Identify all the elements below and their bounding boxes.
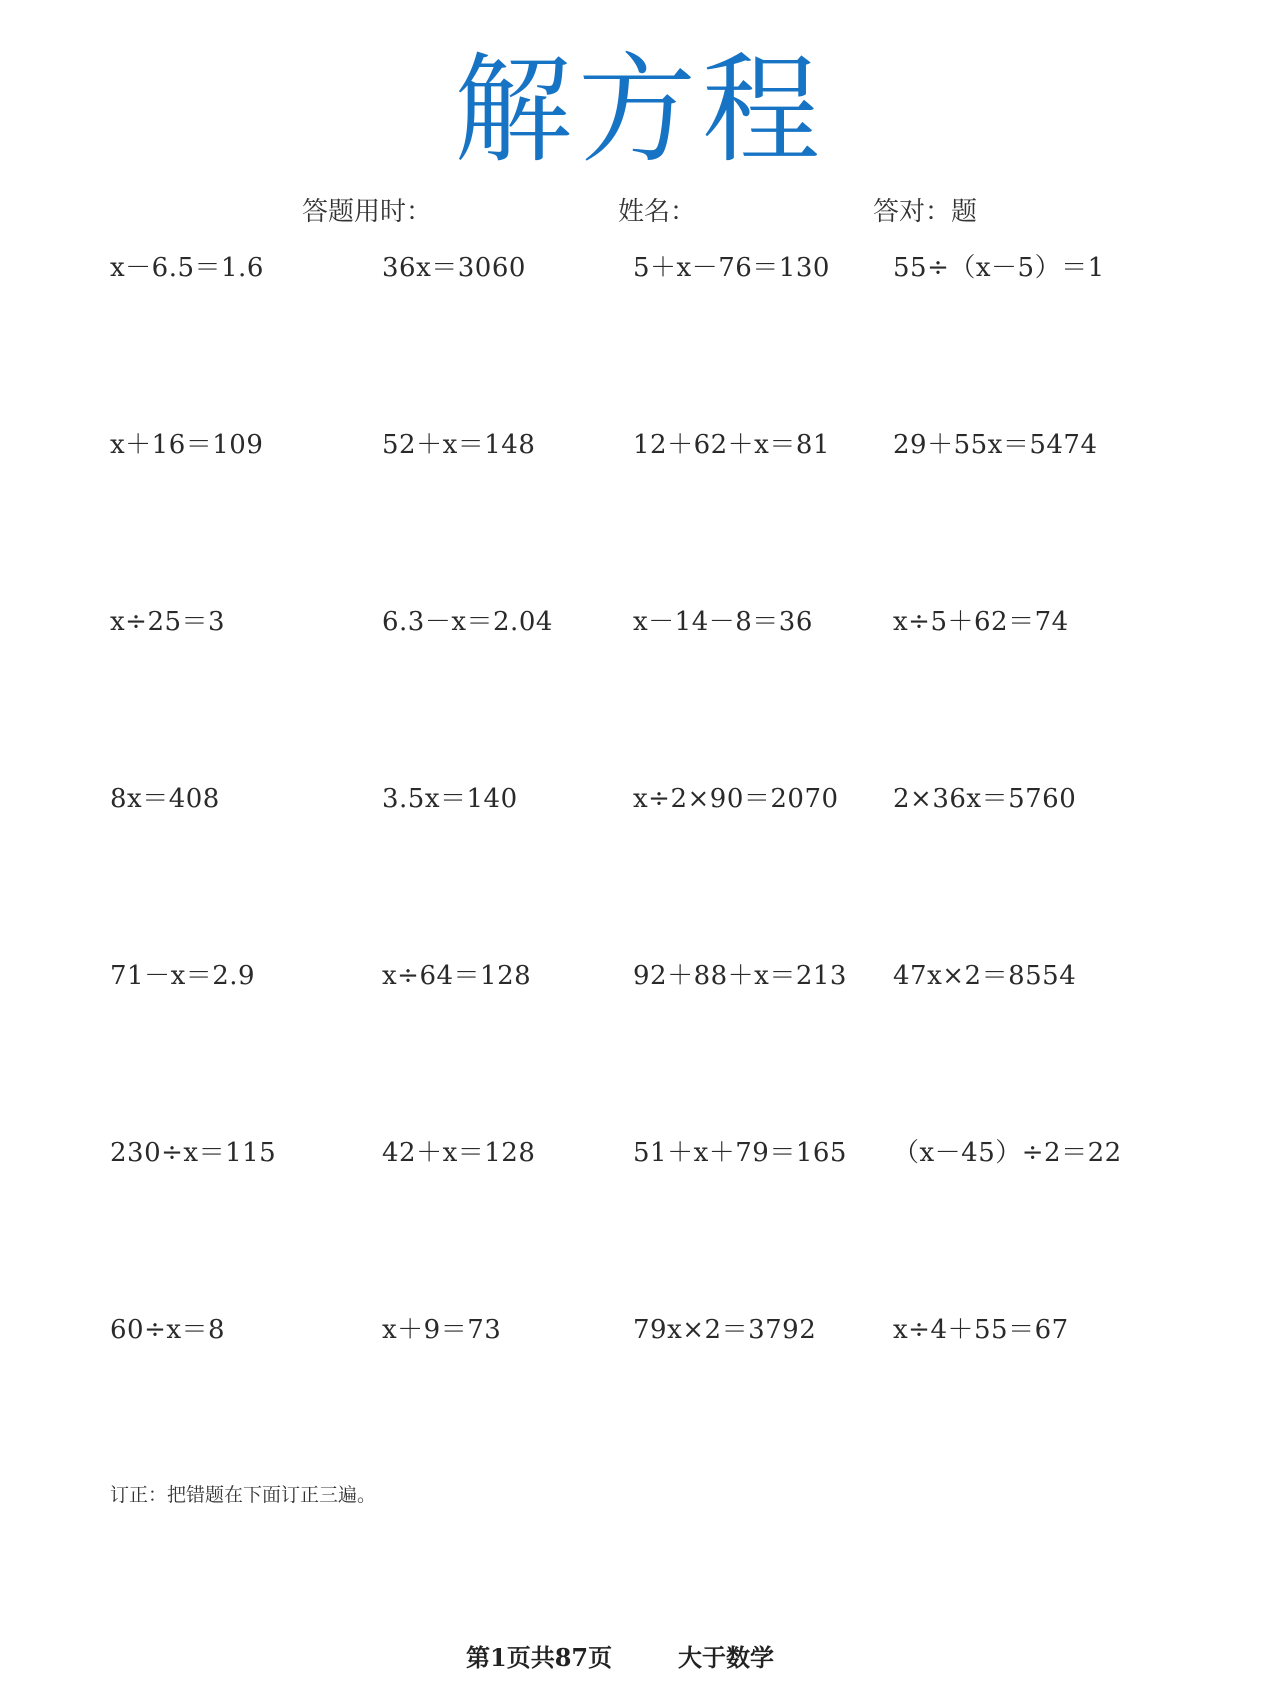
equation-item: x÷5＋62＝74 — [893, 607, 1069, 637]
page-title: 解方程 — [453, 41, 826, 179]
correction-note: 订正：把错题在下面订正三遍。 — [110, 1484, 377, 1506]
equation-item: x÷4＋55＝67 — [893, 1315, 1069, 1345]
equation-item: 29＋55x＝5474 — [893, 430, 1098, 460]
equation-item: 12＋62＋x＝81 — [633, 430, 830, 460]
page-number: 第1页共87页 — [466, 1643, 613, 1672]
equation-item: x＋16＝109 — [110, 430, 264, 460]
equation-item: 8x＝408 — [110, 784, 220, 814]
correct-count-label: 答对：题 — [873, 197, 978, 227]
brand-name: 大于数学 — [678, 1643, 774, 1672]
equation-item: 3.5x＝140 — [382, 784, 518, 814]
equation-item: 79x×2＝3792 — [633, 1315, 817, 1345]
equation-item: （x－45）÷2＝22 — [893, 1138, 1122, 1168]
equation-item: 51＋x＋79＝165 — [633, 1138, 847, 1168]
equation-item: 92＋88＋x＝213 — [633, 961, 847, 991]
equation-item: 71－x＝2.9 — [110, 961, 256, 991]
equation-item: x÷25＝3 — [110, 607, 226, 637]
answer-time-label: 答题用时： — [302, 197, 433, 227]
equation-item: 55÷（x－5）＝1 — [893, 253, 1105, 283]
equation-item: x＋9＝73 — [382, 1315, 502, 1345]
equation-item: 5＋x－76＝130 — [633, 253, 830, 283]
equation-item: 60÷x＝8 — [110, 1315, 226, 1345]
equation-item: 47x×2＝8554 — [893, 961, 1077, 991]
equation-item: 36x＝3060 — [382, 253, 526, 283]
equation-item: 2×36x＝5760 — [893, 784, 1077, 814]
equation-item: 42＋x＝128 — [382, 1138, 536, 1168]
equation-item: x－6.5＝1.6 — [110, 253, 264, 283]
equation-item: 52＋x＝148 — [382, 430, 536, 460]
equation-item: x÷2×90＝2070 — [633, 784, 839, 814]
equation-item: x－14－8＝36 — [633, 607, 813, 637]
equation-item: 6.3－x＝2.04 — [382, 607, 553, 637]
equation-item: 230÷x＝115 — [110, 1138, 277, 1168]
equation-item: x÷64＝128 — [382, 961, 532, 991]
student-name-label: 姓名： — [618, 197, 697, 227]
